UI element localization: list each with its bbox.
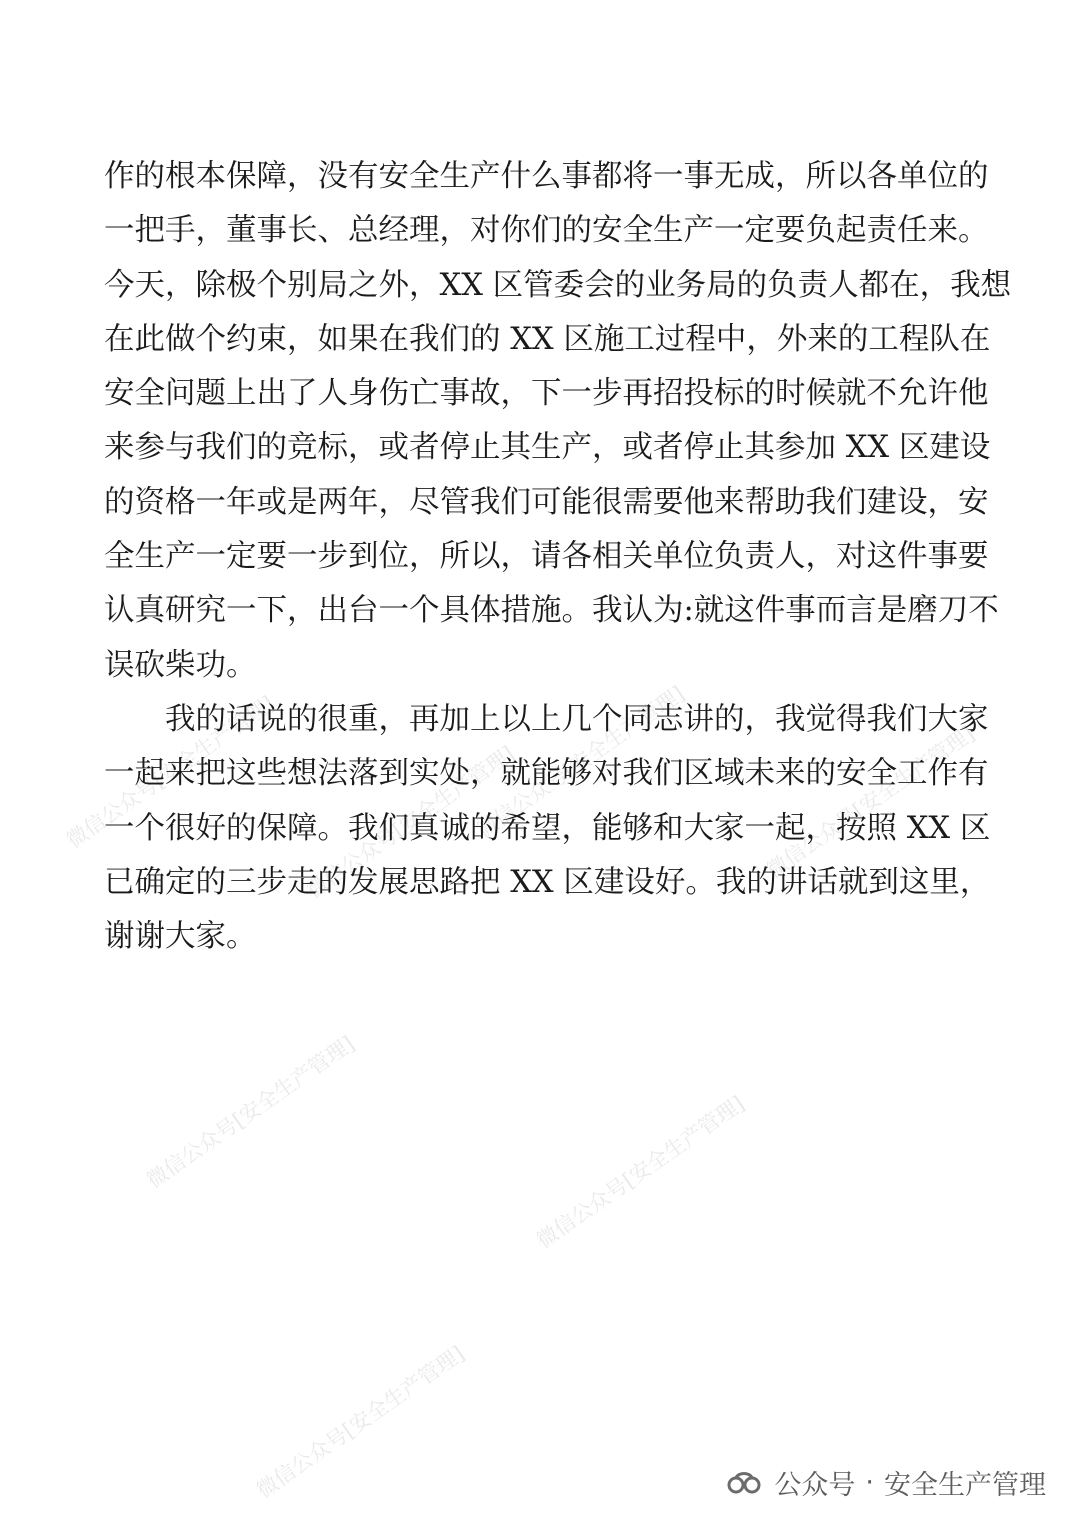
- watermark: 微信公众号[安全生产管理]: [62, 691, 279, 853]
- text-line: 一把手，董事长、总经理，对你们的安全生产一定要负起责任来。: [104, 213, 989, 249]
- document-body: [104, 150, 1012, 964]
- watermark: 微信公众号[安全生产管理]: [252, 1341, 469, 1503]
- paragraph-first-line: 我的话说的很重，再加上以上几个同志讲的，我觉得我们大家: [165, 701, 989, 737]
- text-line: 来参与我们的竞标，或者停止其生产，或者停止其参加 XX 区建设: [104, 430, 991, 466]
- text-line: 今天，除极个别局之外，XX 区管委会的业务局的负责人都在，我想: [104, 267, 1012, 303]
- wechat-search-icon: [726, 1467, 762, 1497]
- text-line: 一个很好的保障。我们真诚的希望，能够和大家一起，按照 XX 区: [104, 810, 991, 846]
- account-name[interactable]: 安全生产管理: [884, 1469, 1046, 1501]
- text-line: 谢谢大家。: [104, 919, 257, 955]
- account-footer[interactable]: [726, 1462, 1046, 1502]
- text-line: 安全问题上出了人身伤亡事故，下一步再招投标的时候就不允许他: [104, 376, 989, 412]
- text-line: 认真研究一下，出台一个具体措施。我认为:就这件事而言是磨刀不: [104, 593, 999, 629]
- text-line: 已确定的三步走的发展思路把 XX 区建设好。我的讲话就到这里，: [104, 864, 991, 900]
- watermark: 微信公众号[安全生产管理]: [142, 1031, 359, 1193]
- watermark: 微信公众号[安全生产管理]: [302, 741, 519, 903]
- text-line: 在此做个约束，如果在我们的 XX 区施工过程中，外来的工程队在: [104, 321, 991, 357]
- text-line: 一起来把这些想法落到实处，就能够对我们区域未来的安全工作有: [104, 756, 989, 792]
- platform-label: 公众号: [774, 1469, 856, 1501]
- text-line: 作的根本保障，没有安全生产什么事都将一事无成，所以各单位的: [104, 159, 989, 194]
- watermark: 微信公众号[安全生产管理]: [762, 721, 979, 883]
- footer-separator: ·: [865, 1466, 874, 1498]
- text-line: 误砍柴功。: [104, 647, 257, 683]
- watermark: 微信公众号[安全生产管理]: [532, 1091, 749, 1253]
- watermark: 微信公众号[安全生产管理]: [472, 681, 689, 843]
- text-line: 全生产一定要一步到位，所以，请各相关单位负责人，对这件事要: [104, 539, 989, 575]
- text-line: 的资格一年或是两年，尽管我们可能很需要他来帮助我们建设，安: [104, 484, 989, 520]
